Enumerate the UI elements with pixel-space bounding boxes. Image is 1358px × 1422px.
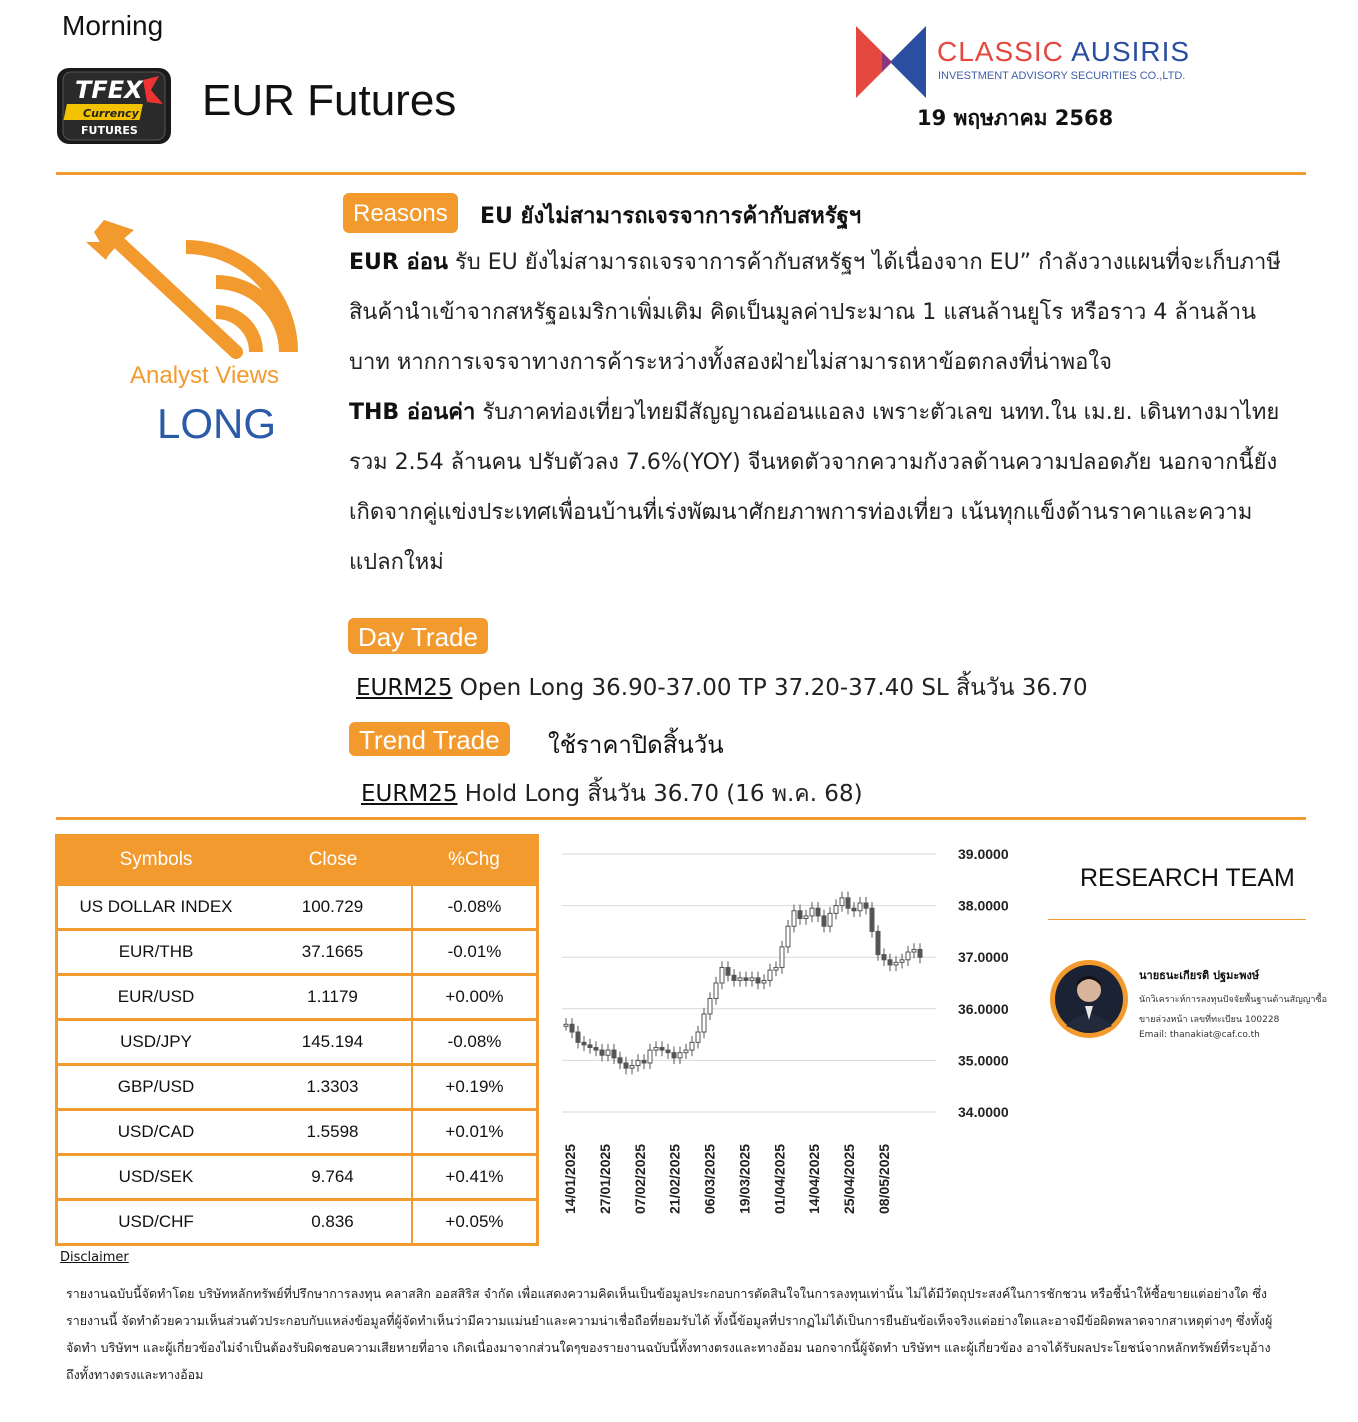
col-header-close: Close <box>254 836 412 885</box>
report-date: 19 พฤษภาคม 2568 <box>917 106 1114 130</box>
candle-body <box>600 1050 604 1055</box>
candle-body <box>642 1060 646 1063</box>
close-cell: 1.1179 <box>254 975 412 1020</box>
company-subtitle: INVESTMENT ADVISORY SECURITIES CO.,LTD. <box>938 70 1186 82</box>
x-tick-label: 01/04/2025 <box>771 1143 788 1214</box>
candle-body <box>888 960 892 965</box>
candle-body <box>840 898 844 906</box>
table-row <box>57 1200 538 1245</box>
candle-body <box>654 1048 658 1051</box>
candle-body <box>876 931 880 954</box>
trend-trade-line <box>361 776 863 812</box>
candle-body <box>630 1066 634 1069</box>
candle-body <box>624 1063 628 1068</box>
reason-eur-paragraph <box>349 238 1294 388</box>
candle-body <box>864 903 868 908</box>
trend-trade-symbol: EURM25 <box>361 781 458 807</box>
col-header-chg: %Chg <box>412 836 538 885</box>
close-cell: 9.764 <box>254 1155 412 1200</box>
table-row <box>57 975 538 1020</box>
y-tick-label: 38.0000 <box>958 897 1009 914</box>
candle-body <box>612 1050 616 1058</box>
tfex-currency-futures-logo <box>55 66 173 146</box>
candle-body <box>744 978 748 981</box>
chg-cell: +0.19% <box>412 1065 538 1110</box>
company-name-part2: AUSIRIS <box>1071 36 1191 67</box>
chg-cell: +0.05% <box>412 1200 538 1245</box>
close-cell: 1.5598 <box>254 1110 412 1155</box>
table-row <box>57 1110 538 1155</box>
y-tick-label: 37.0000 <box>958 949 1009 966</box>
chg-cell: -0.08% <box>412 1020 538 1065</box>
close-cell: 145.194 <box>254 1020 412 1065</box>
candle-body <box>870 908 874 931</box>
reasons-headline: EU ยังไม่สามารถเจรจาการค้ากับสหรัฐฯ <box>480 204 862 229</box>
analyst-avatar <box>1048 958 1130 1040</box>
y-tick-label: 34.0000 <box>958 1104 1009 1120</box>
candle-body <box>900 960 904 963</box>
candle-body <box>810 908 814 916</box>
section-divider <box>56 817 1306 820</box>
analyst-email: Email: thanakiat@caf.co.th <box>1139 1030 1260 1040</box>
trend-trade-detail: Hold Long สิ้นวัน 36.70 (16 พ.ค. 68) <box>457 781 863 807</box>
candle-body <box>720 968 724 983</box>
candle-body <box>816 908 820 916</box>
candle-body <box>582 1042 586 1045</box>
day-trade-detail: Open Long 36.90-37.00 TP 37.20-37.40 SL สิ้นวัน 36.70 <box>452 675 1088 701</box>
candle-body <box>726 968 730 976</box>
candle-body <box>918 949 922 957</box>
table-row <box>57 930 538 975</box>
symbol-cell: USD/SEK <box>57 1155 255 1200</box>
x-tick-label: 27/01/2025 <box>596 1143 613 1214</box>
y-tick-label: 35.0000 <box>958 1052 1009 1069</box>
x-tick-label: 14/04/2025 <box>806 1143 823 1214</box>
page-title: EUR Futures <box>202 76 457 125</box>
symbol-cell: USD/JPY <box>57 1020 255 1065</box>
candle-body <box>912 949 916 952</box>
candle-body <box>780 947 784 968</box>
table-row <box>57 1065 538 1110</box>
table-row <box>57 885 538 930</box>
candle-body <box>678 1053 682 1058</box>
close-cell: 1.3303 <box>254 1065 412 1110</box>
candle-body <box>822 916 826 926</box>
candle-body <box>672 1053 676 1058</box>
tfex-logo-currency: Currency <box>83 107 139 120</box>
symbol-cell: USD/CAD <box>57 1110 255 1155</box>
x-tick-label: 06/03/2025 <box>701 1143 718 1214</box>
chg-cell: -0.08% <box>412 885 538 930</box>
candle-body <box>828 913 832 926</box>
candle-body <box>756 978 760 983</box>
candle-body <box>906 952 910 960</box>
symbol-cell: USD/CHF <box>57 1200 255 1245</box>
reason-thb-bold: THB อ่อนค่า <box>349 400 476 425</box>
symbol-cell: GBP/USD <box>57 1065 255 1110</box>
tfex-logo-futures: FUTURES <box>81 124 138 137</box>
candle-body <box>564 1024 568 1026</box>
close-cell: 0.836 <box>254 1200 412 1245</box>
table-row <box>57 1020 538 1065</box>
target-arrow-icon <box>86 212 300 372</box>
candle-body <box>774 968 778 971</box>
candle-body <box>786 926 790 947</box>
analyst-name: นายธนะเกียรติ ปฐมะพงษ์ <box>1139 969 1260 982</box>
reason-eur-text: รับ EU ยังไม่สามารถเจรจาการค้ากับสหรัฐฯ ได้เนื่องจาก EU” กำลังวางแผนที่จะเก็บภาษีสินค้านำเข้าจากสหรัฐอเมริกาเพิ่มเติม คิดเป็นมูลค่าประมาณ 1 แสนล้านยูโร หรือราว 4 ล้านล้านบาท หากการเจรจาทางการค้าระหว่างทั้งสองฝ่ายไม่สามารถหาข้อตกลงที่น่าพอใจ <box>349 250 1281 375</box>
x-tick-label: 08/05/2025 <box>876 1143 892 1214</box>
symbol-cell: EUR/THB <box>57 930 255 975</box>
position-label: LONG <box>157 400 277 447</box>
candle-body <box>762 980 766 983</box>
reasons-tag: Reasons <box>343 193 458 233</box>
candle-body <box>684 1050 688 1053</box>
analyst-views-label: Analyst Views <box>130 362 279 389</box>
company-name-part1: CLASSIC <box>937 36 1064 67</box>
analyst-role: นักวิเคราะห์การลงทุนปัจจัยพื้นฐานด้านสัญญาซื้อขายล่วงหน้า เลขที่ทะเบียน 100228 <box>1139 995 1327 1025</box>
y-tick-label: 36.0000 <box>958 1000 1009 1017</box>
candle-body <box>588 1045 592 1048</box>
candle-body <box>804 916 808 919</box>
chg-cell: +0.41% <box>412 1155 538 1200</box>
classic-ausiris-logo-icon <box>856 26 926 98</box>
candle-body <box>660 1048 664 1051</box>
day-trade-symbol: EURM25 <box>356 675 453 701</box>
day-trade-line <box>356 670 1088 706</box>
tfex-logo-text: TFEX <box>75 76 143 104</box>
chg-cell: +0.01% <box>412 1110 538 1155</box>
candle-body <box>798 911 802 919</box>
candle-body <box>702 1014 706 1032</box>
research-team-title: RESEARCH TEAM <box>1080 864 1295 892</box>
edition-label: Morning <box>62 10 164 41</box>
candle-body <box>846 898 850 908</box>
col-header-symbols: Symbols <box>57 836 255 885</box>
candle-body <box>690 1042 694 1050</box>
x-tick-label: 07/02/2025 <box>631 1143 648 1214</box>
header-divider <box>56 172 1306 175</box>
candle-body <box>666 1050 670 1053</box>
x-tick-label: 19/03/2025 <box>736 1143 753 1214</box>
candle-body <box>576 1032 580 1042</box>
research-team-divider <box>1048 919 1306 920</box>
candle-body <box>606 1050 610 1055</box>
candle-body <box>648 1050 652 1063</box>
close-cell: 37.1665 <box>254 930 412 975</box>
x-tick-label: 21/02/2025 <box>666 1143 683 1214</box>
candle-body <box>834 906 838 914</box>
candle-body <box>852 908 856 911</box>
candle-body <box>570 1024 574 1032</box>
candle-body <box>732 975 736 980</box>
candle-body <box>882 955 886 960</box>
chg-cell: -0.01% <box>412 930 538 975</box>
trend-trade-tag: Trend Trade <box>349 722 510 756</box>
candle-body <box>714 983 718 998</box>
candle-body <box>636 1060 640 1065</box>
candle-body <box>618 1058 622 1063</box>
chg-cell: +0.00% <box>412 975 538 1020</box>
table-row <box>57 1155 538 1200</box>
table-header-row <box>57 836 538 885</box>
price-chart <box>548 838 1028 1228</box>
y-tick-label: 39.0000 <box>958 846 1009 862</box>
candle-body <box>696 1032 700 1042</box>
candle-body <box>858 903 862 911</box>
candle-body <box>894 962 898 965</box>
day-trade-tag: Day Trade <box>348 618 488 654</box>
candle-body <box>594 1048 598 1051</box>
candle-body <box>792 911 796 926</box>
disclaimer-text: รายงานฉบับนี้จัดทำโดย บริษัทหลักทรัพย์ที่ปรึกษาการลงทุน คลาสสิก ออสสิริส จำกัด เพื่อแสดงความคิดเห็นเป็นข้อมูลประกอบการตัดสินใจในการลงทุนเท่านั้น ไม่ได้มีวัตถุประสงค์ในการชักชวน หรือชี้นำให้ซื้อขายแต่อย่างใด ซึ่งรายงานนี้ จัดทำด้วยความเห็นส่วนตัวประกอบกับแหล่งข้อมูลที่ผู้จัดทำเห็นว่ามีความแม่นยำและความน่าเชื่อถือที่ยอมรับได้ ทั้งนี้ข้อมูลที่ปรากฏไม่ได้เป็นการยืนยันข้อเท็จจริงแต่อย่างใดและอาจมีข้อผิดพลาดจากสาเหตุต่างๆ ซึ่งทั้งผู้จัดทำ บริษัทฯ และผู้เกี่ยวข้องไม่จำเป็นต้องรับผิดชอบความเสียหายที่อาจ เกิดเนื่องมาจากส่วนใดๆของรายงานฉบับนี้ทั้งทางตรงและทางอ้อม นอกจากนี้ผู้จัดทำ บริษัทฯ และผู้เกี่ยวข้อง อาจได้รับผลประโยชน์จากหลักทรัพย์ที่ระบุอ้างถึงทั้งทางตรงและทางอ้อม <box>66 1286 1273 1382</box>
x-tick-label: 14/01/2025 <box>562 1143 578 1214</box>
reason-thb-paragraph <box>349 388 1294 588</box>
candle-body <box>768 970 772 980</box>
trend-trade-note: ใช้ราคาปิดสิ้นวัน <box>548 731 724 759</box>
company-name <box>937 36 1190 68</box>
candle-body <box>750 978 754 981</box>
symbol-cell: EUR/USD <box>57 975 255 1020</box>
candle-body <box>738 978 742 981</box>
market-table <box>55 834 539 1246</box>
reason-thb-text: รับภาคท่องเที่ยวไทยมีสัญญาณอ่อนแอลง เพราะตัวเลข นทท.ใน เม.ย. เดินทางมาไทยรวม 2.54 ล้านคน ปรับตัวลง 7.6%(YOY) จีนหดตัวจากความกังวลด้านความปลอดภัย นอกจากนี้ยังเกิดจากคู่แข่งประเทศเพื่อนบ้านที่เร่งพัฒนาศักยภาพการท่องเที่ยว เน้นทุกแข็งด้านราคาและความแปลกใหม่ <box>349 400 1280 575</box>
symbol-cell: US DOLLAR INDEX <box>57 885 255 930</box>
candle-body <box>708 998 712 1013</box>
close-cell: 100.729 <box>254 885 412 930</box>
x-tick-label: 25/04/2025 <box>841 1143 858 1214</box>
reason-eur-bold: EUR อ่อน <box>349 250 448 275</box>
disclaimer-title: Disclaimer <box>60 1250 129 1265</box>
